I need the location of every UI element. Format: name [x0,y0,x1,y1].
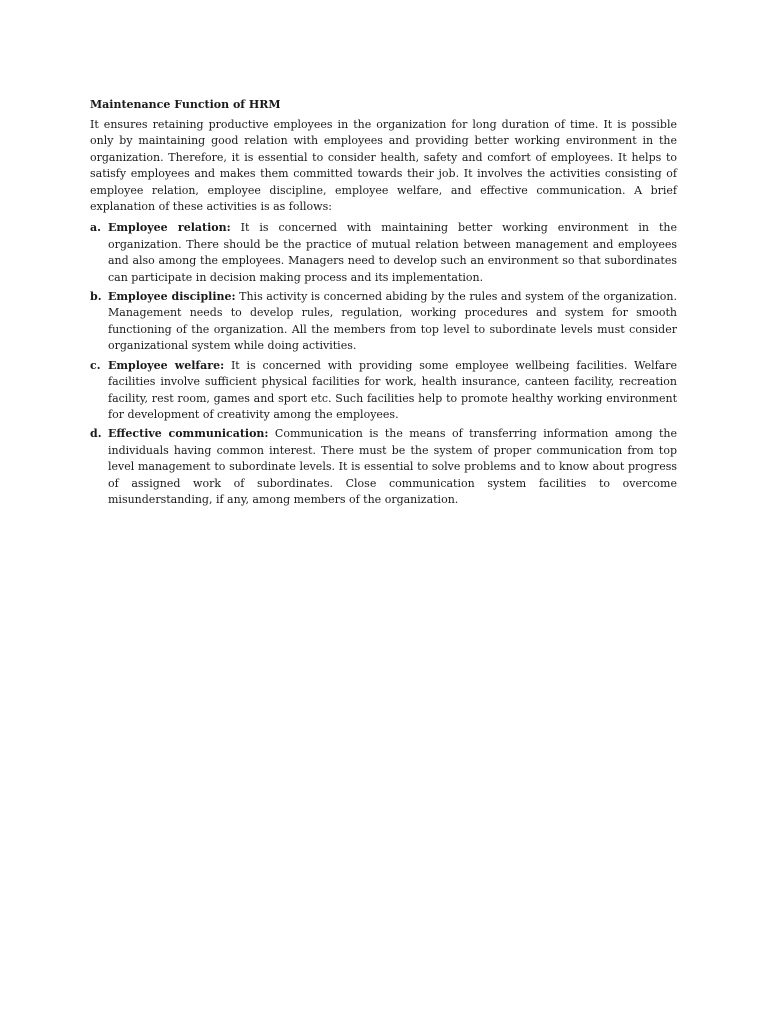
list-marker: b. [90,290,102,304]
document-page [90,97,677,511]
list-item-effective-communication [90,426,677,508]
list-marker: a. [90,221,101,235]
list-item-term: Employee relation: [108,221,231,235]
list-marker: d. [90,427,102,441]
section-heading: Maintenance Function of HRM [90,98,281,111]
list-item-employee-discipline [90,289,677,355]
list-item-term: Employee discipline: [108,290,236,304]
list-marker: c. [90,358,101,372]
list-item-text: It is concerned with providing some employee wellbeing facilities. Welfare facilities involve sufficient physical facilities for work, health insurance, canteen facility, recreation facility, rest room, games and sport etc. Such facilities help to promote healthy working environment for development of creativity among the employees. [108,358,677,421]
list-item-term: Effective communication: [108,427,269,441]
list-item-term: Employee welfare: [108,358,225,372]
intro-paragraph: It ensures retaining productive employees in the organization for long duration of time. It is possible only by maintaining good relation with employees and providing better working environment in the organization. Therefore, it is essential to consider health, safety and comfort of employees. It helps to satisfy employees and makes them committed towards their job. It involves the activities consisting of employee relation, employee discipline, employee welfare, and effective communication. A brief explanation of these activities is as follows: [90,118,677,214]
list-item-text: This activity is concerned abiding by the rules and system of the organization. Management needs to develop rules, regulation, working procedures and system for smooth functioning of the organization. All the members from top level to subordinate levels must consider organizational system while doing activities. [108,290,677,353]
list-item-employee-welfare [90,358,677,424]
activities-list [90,220,677,508]
list-item-employee-relation [90,220,677,286]
list-item-text: It is concerned with maintaining better working environment in the organization. There should be the practice of mutual relation between management and employees and also among the employees. Managers need to develop such an environment so that subordinates can participate in decision making process and its implementation. [108,221,677,284]
list-item-text: Communication is the means of transferring information among the individuals having common interest. There must be the system of proper communication from top level management to subordinate levels. It is essential to solve problems and to know about progress of assigned work of subordinates. Close communication system facilities to overcome misunderstanding, if any, among members of the organization. [108,427,677,506]
